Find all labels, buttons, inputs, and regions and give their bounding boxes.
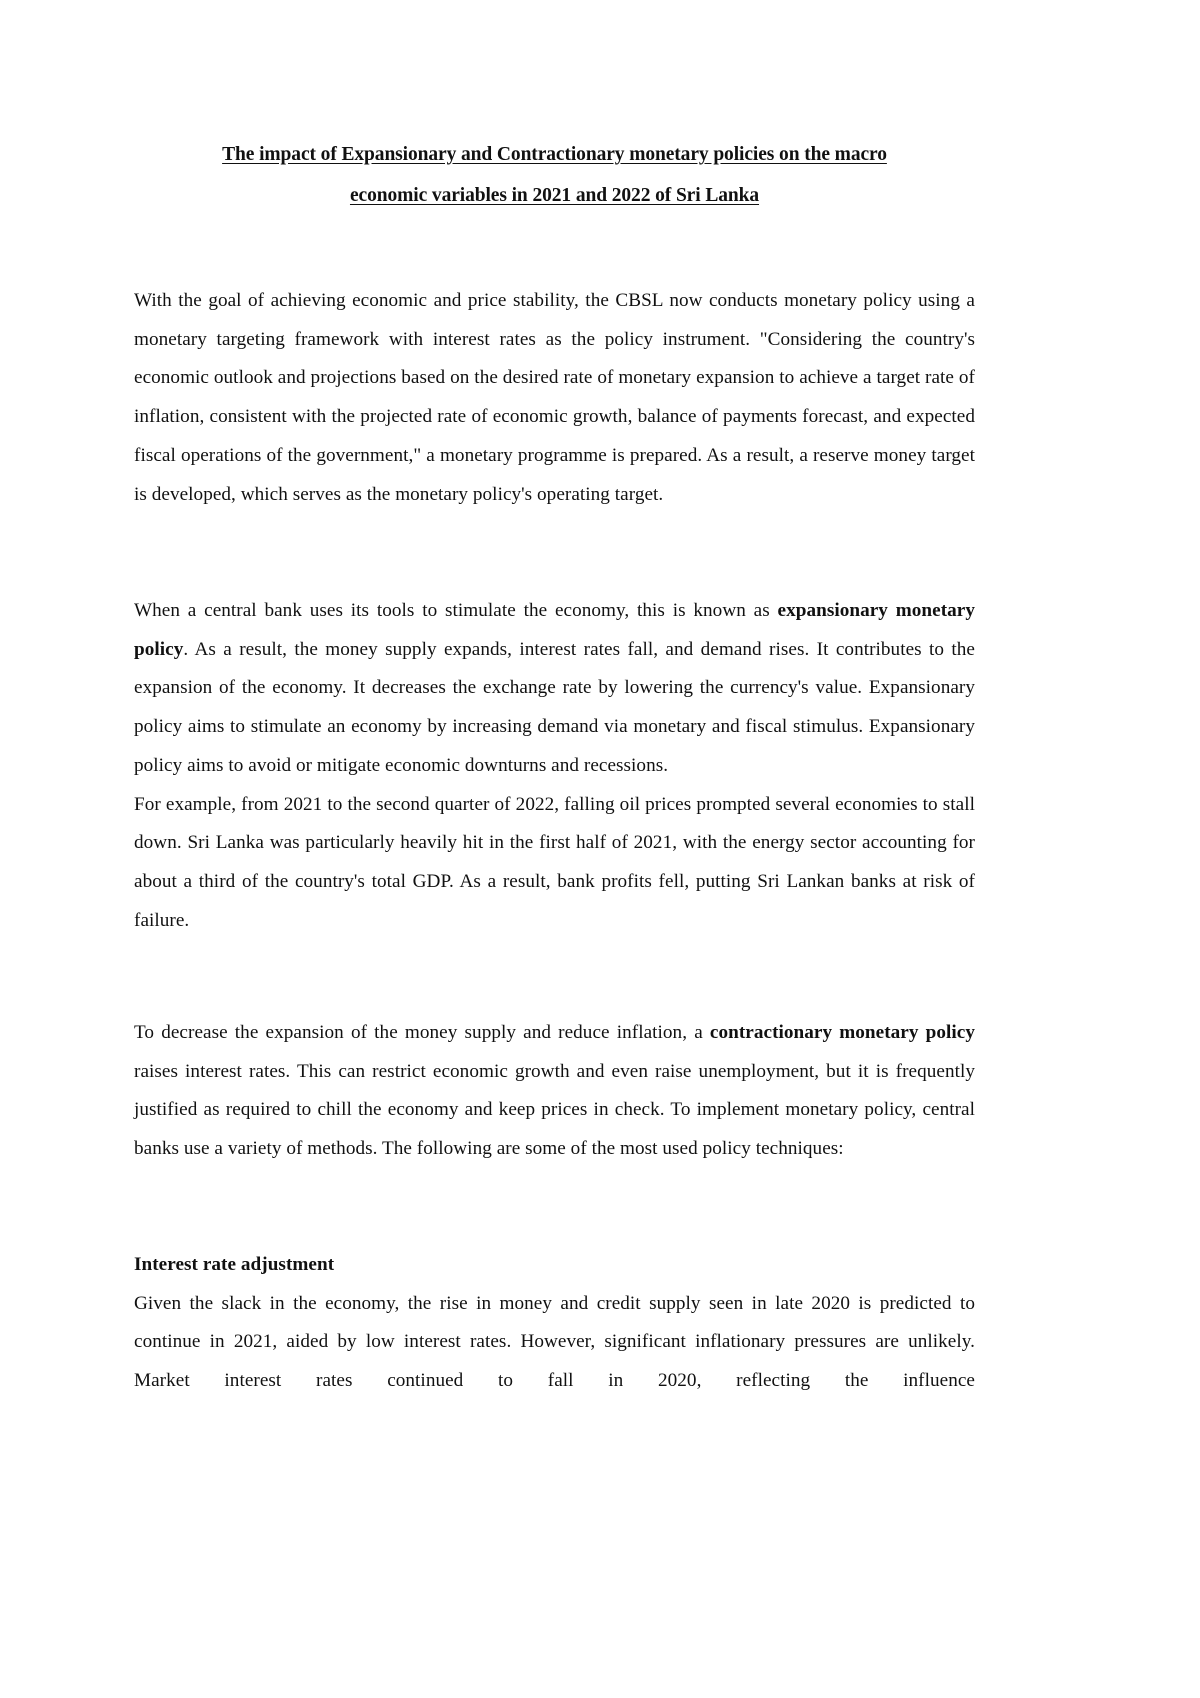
expansionary-section [134, 592, 975, 940]
expansionary-text-pre: When a central bank uses its tools to stimulate the economy, this is known as [134, 600, 778, 621]
title-line-2: economic variables in 2021 and 2022 of Sri Lanka [349, 185, 760, 206]
interest-rate-paragraph: Given the slack in the economy, the rise in money and credit supply seen in late 2020 is predicted to continue in 2021, aided by low interest rates. However, significant inflationary pressures are unlikely. Market interest rates continued to fall in 2020, reflecting the influence [134, 1292, 975, 1392]
section-heading: Interest rate adjustment [134, 1254, 335, 1275]
contractionary-text-post: raises interest rates. This can restrict economic growth and even raise unemployment, but it is frequently justified as required to chill the economy and keep prices in check. To implement monetary policy, central banks use a variety of methods. The following are some of the most used policy techniques: [134, 1060, 975, 1160]
contractionary-section [134, 1014, 975, 1169]
document-title [134, 134, 975, 216]
example-paragraph: For example, from 2021 to the second quarter of 2022, falling oil prices prompted several economies to stall down. Sri Lanka was particularly heavily hit in the first half of 2021, with the energy sector accounting for about a third of the country's total GDP. As a result, bank profits fell, putting Sri Lankan banks at risk of failure. [134, 793, 975, 931]
title-line-1: The impact of Expansionary and Contractionary monetary policies on the macro [222, 144, 887, 165]
contractionary-text-pre: To decrease the expansion of the money supply and reduce inflation, a [134, 1022, 710, 1043]
contractionary-paragraph [134, 1014, 975, 1169]
expansionary-text-post: . As a result, the money supply expands, interest rates fall, and demand rises. It contributes to the expansion of the economy. It decreases the exchange rate by lowering the currency's value. Expansionary policy aims to stimulate an economy by increasing demand via monetary and fiscal stimulus. Expansionary policy aims to avoid or mitigate economic downturns and recessions. [134, 638, 975, 776]
expansionary-paragraph [134, 592, 975, 786]
interest-rate-section [134, 1246, 975, 1401]
intro-paragraph-block [134, 282, 975, 514]
intro-paragraph: With the goal of achieving economic and price stability, the CBSL now conducts monetary policy using a monetary targeting framework with interest rates as the policy instrument. "Considering the country's economic outlook and projections based on the desired rate of monetary expansion to achieve a target rate of inflation, consistent with the projected rate of economic growth, balance of payments forecast, and expected fiscal operations of the government," a monetary programme is prepared. As a result, a reserve money target is developed, which serves as the monetary policy's operating target. [134, 290, 975, 505]
expansionary-term: expansionary monetary policy [134, 600, 975, 660]
contractionary-term: contractionary monetary policy [709, 1022, 976, 1043]
